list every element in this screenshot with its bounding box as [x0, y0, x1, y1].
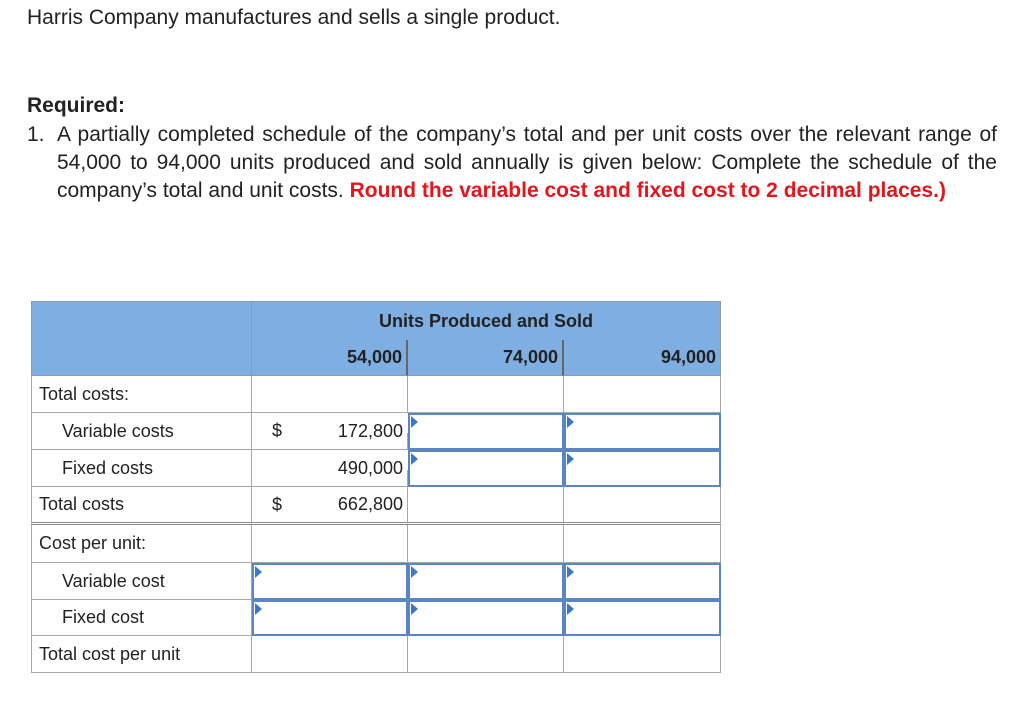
- fixed-costs-54000: [252, 450, 408, 487]
- variable-costs-54000: [252, 413, 408, 450]
- column-header-94000: 94,000: [564, 340, 721, 376]
- row-label-cost-per-unit-heading: Cost per unit:: [31, 525, 252, 563]
- currency-symbol: $: [272, 494, 283, 514]
- row-label-total-cost-per-unit: Total cost per unit: [31, 636, 252, 673]
- header-row-units: [31, 340, 721, 376]
- row-label-total-costs-heading: Total costs:: [31, 376, 252, 413]
- intro-text: Harris Company manufactures and sells a single product.: [27, 6, 561, 29]
- fixed-cost-per-unit-74000-input[interactable]: [408, 600, 564, 636]
- variable-cost-per-unit-74000-input[interactable]: [408, 563, 564, 600]
- row-label-fixed-cost: Fixed cost: [31, 600, 252, 636]
- fixed-costs-74000-input[interactable]: [408, 450, 564, 487]
- required-instructions: [27, 121, 997, 205]
- header-row-title: [31, 301, 721, 341]
- table-row: [31, 413, 721, 450]
- required-title: Required:: [27, 94, 126, 117]
- total-cost-per-unit-94000: [564, 636, 721, 673]
- empty-cell: [252, 525, 408, 563]
- row-label-fixed-costs: Fixed costs: [31, 450, 252, 487]
- total-costs-94000: [564, 487, 721, 525]
- table-row: [31, 600, 721, 636]
- column-header-74000: 74,000: [408, 340, 564, 376]
- total-costs-74000: [408, 487, 564, 525]
- variable-costs-74000-input[interactable]: [408, 413, 564, 450]
- currency-symbol: $: [272, 420, 283, 441]
- empty-cell: [564, 376, 721, 413]
- variable-cost-per-unit-54000-input[interactable]: [252, 563, 408, 600]
- fixed-cost-per-unit-54000-input[interactable]: [252, 600, 408, 636]
- header-blank: [31, 302, 252, 341]
- column-header-54000: 54,000: [252, 340, 408, 376]
- empty-cell: [252, 376, 408, 413]
- question-number: 1.: [27, 123, 45, 146]
- total-cost-per-unit-54000: [252, 636, 408, 673]
- table-row: [31, 563, 721, 600]
- row-label-variable-costs: Variable costs: [31, 413, 252, 450]
- question-body: A partially completed schedule of the company’s total and per unit costs over the relevant range of 54,000 to 94,000 units produced and sold annually is given below: Complete the schedule of the company’s total and unit costs.: [57, 123, 997, 202]
- row-label-variable-cost: Variable cost: [31, 563, 252, 600]
- fixed-costs-54000-value: 490,000: [337, 457, 403, 478]
- table-row: [31, 450, 721, 487]
- table-row: [31, 525, 721, 563]
- row-label-total-costs: Total costs: [31, 487, 252, 525]
- empty-cell: [408, 525, 564, 563]
- empty-cell: [408, 376, 564, 413]
- table-row: [31, 487, 721, 525]
- total-costs-54000: [252, 487, 408, 525]
- total-cost-per-unit-74000: [408, 636, 564, 673]
- cost-schedule-table: [31, 301, 721, 673]
- units-produced-header: Units Produced and Sold: [252, 302, 721, 341]
- header-blank: [31, 340, 252, 376]
- variable-costs-54000-value: 172,800: [337, 420, 403, 441]
- fixed-cost-per-unit-94000-input[interactable]: [564, 600, 721, 636]
- fixed-costs-94000-input[interactable]: [564, 450, 721, 487]
- table-row: [31, 636, 721, 673]
- variable-cost-per-unit-94000-input[interactable]: [564, 563, 721, 600]
- variable-costs-94000-input[interactable]: [564, 413, 721, 450]
- total-costs-54000-value: 662,800: [337, 494, 403, 514]
- table-row: [31, 376, 721, 413]
- question-text: [57, 121, 997, 205]
- rounding-note: Round the variable cost and fixed cost to 2 decimal places.): [349, 179, 946, 202]
- empty-cell: [564, 525, 721, 563]
